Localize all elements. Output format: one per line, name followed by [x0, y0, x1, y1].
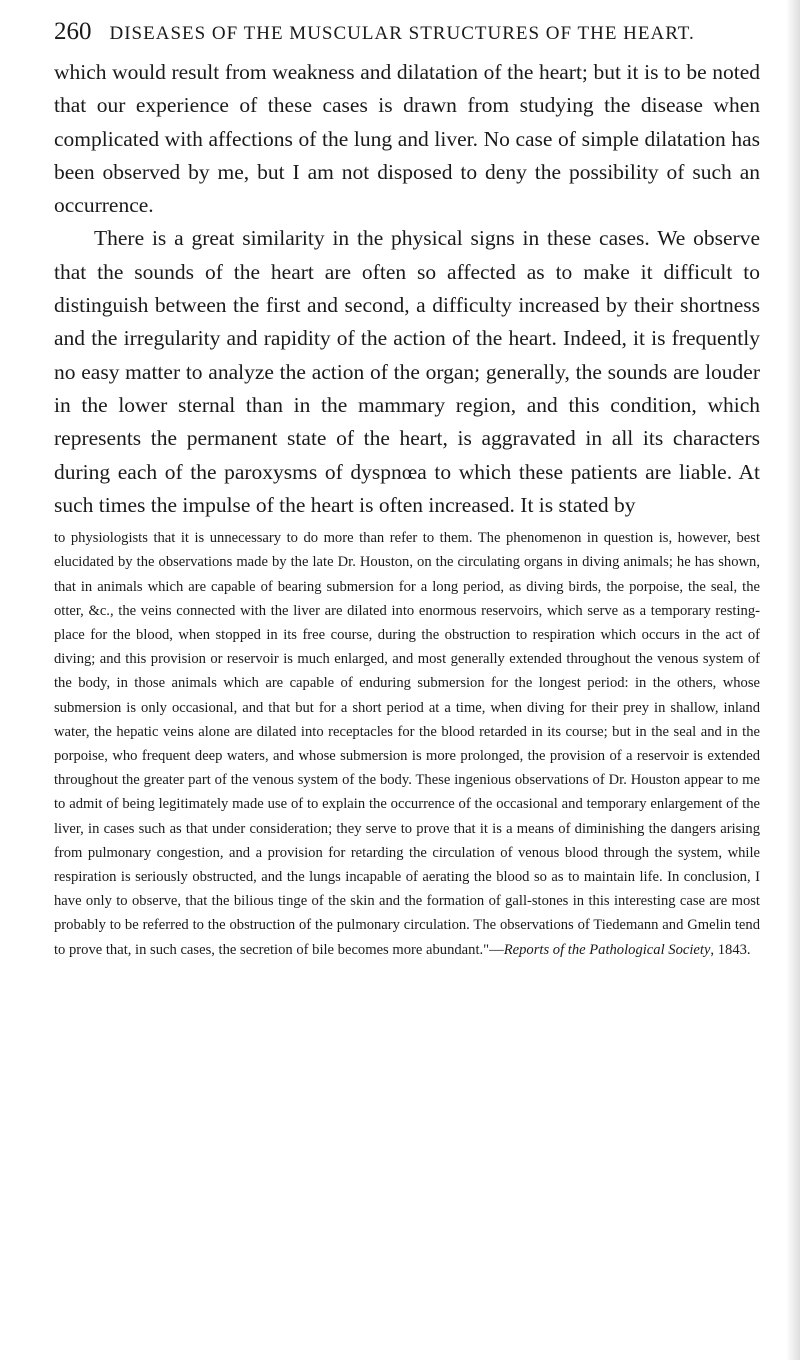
paragraph: which would result from weakness and dilatation of the heart; but it is to be noted that our experience of these cases is drawn from studying the disease when complicated with affections of the lung and liver. No case of simple dilatation has been observed by me, but I am not disposed to deny the possibility of such an occurrence. [54, 60, 760, 218]
footnote-year: , 1843. [710, 941, 751, 958]
footnote-text [54, 526, 760, 962]
footnote [54, 526, 760, 962]
main-text [54, 56, 760, 522]
footnote-body: to physiologists that it is unnecessary to do more than refer to them. The phenomenon in question is, however, best elucidated by the observations made by the late Dr. Houston, on the circulating organs in diving animals; he has shown, that in animals which are capable of bearing submersion for a long period, as diving birds, the porpoise, the seal, the otter, &c., the veins connected with the liver are dilated into enormous reservoirs, which serve as a temporary resting-place for the blood, when stopped in its free course, during the obstruction to respiration which occurs in the act of diving; and this provision or reservoir is much enlarged, and most generally extended throughout the venous system of the body, in those animals which are capable of enduring submersion for the longest period: in the others, whose submersion is only occasional, and that but for a short period at a time, when diving for their prey in shallow, inland water, the hepatic veins alone are dilated into receptacles for the blood retarded in its course; but in the seal and in the porpoise, who frequent deep waters, and whose submersion is more prolonged, the provision of a reservoir is extended throughout the greater part of the venous system of the body. These ingenious observations of Dr. Houston appear to me to admit of being legitimately made use of to explain the occurrence of the occasional and temporary enlargement of the liver, in cases such as that under consideration; they serve to prove that it is a means of diminishing the dangers arising from pulmonary congestion, and a provision for retarding the circulation of venous blood through the system, while respiration is seriously obstructed, and the lungs incapable of aerating the blood so as to maintain life. In conclusion, I have only to observe, that the bilious tinge of the skin and the formation of gall-stones in this interesting case are most probably to be referred to the obstruction of the pulmonary circulation. The observations of Tiedemann and Gmelin tend to prove that, in such cases, the secretion of bile becomes more abundant."— [54, 530, 760, 958]
page-header [54, 18, 760, 46]
running-head: DISEASES OF THE MUSCULAR STRUCTURES OF THE HEART. [109, 23, 695, 44]
page-edge-shadow [786, 0, 800, 1360]
footnote-source: Reports of the Pathological Society [503, 941, 711, 958]
paragraph: There is a great similarity in the physical signs in these cases. We observe that the sounds of the heart are often so affected as to make it difficult to distinguish between the first and second, a difficulty increased by their shortness and the irregularity and rapidity of the action of the heart. Indeed, it is frequently no easy matter to analyze the action of the organ; generally, the sounds are louder in the lower sternal than in the mammary region, and this condition, which represents the permanent state of the heart, is aggravated in all its characters during each of the paroxysms of dyspnœa to which these patients are liable. At such times the impulse of the heart is often increased. It is stated by [54, 226, 760, 517]
page-number: 260 [54, 18, 92, 45]
